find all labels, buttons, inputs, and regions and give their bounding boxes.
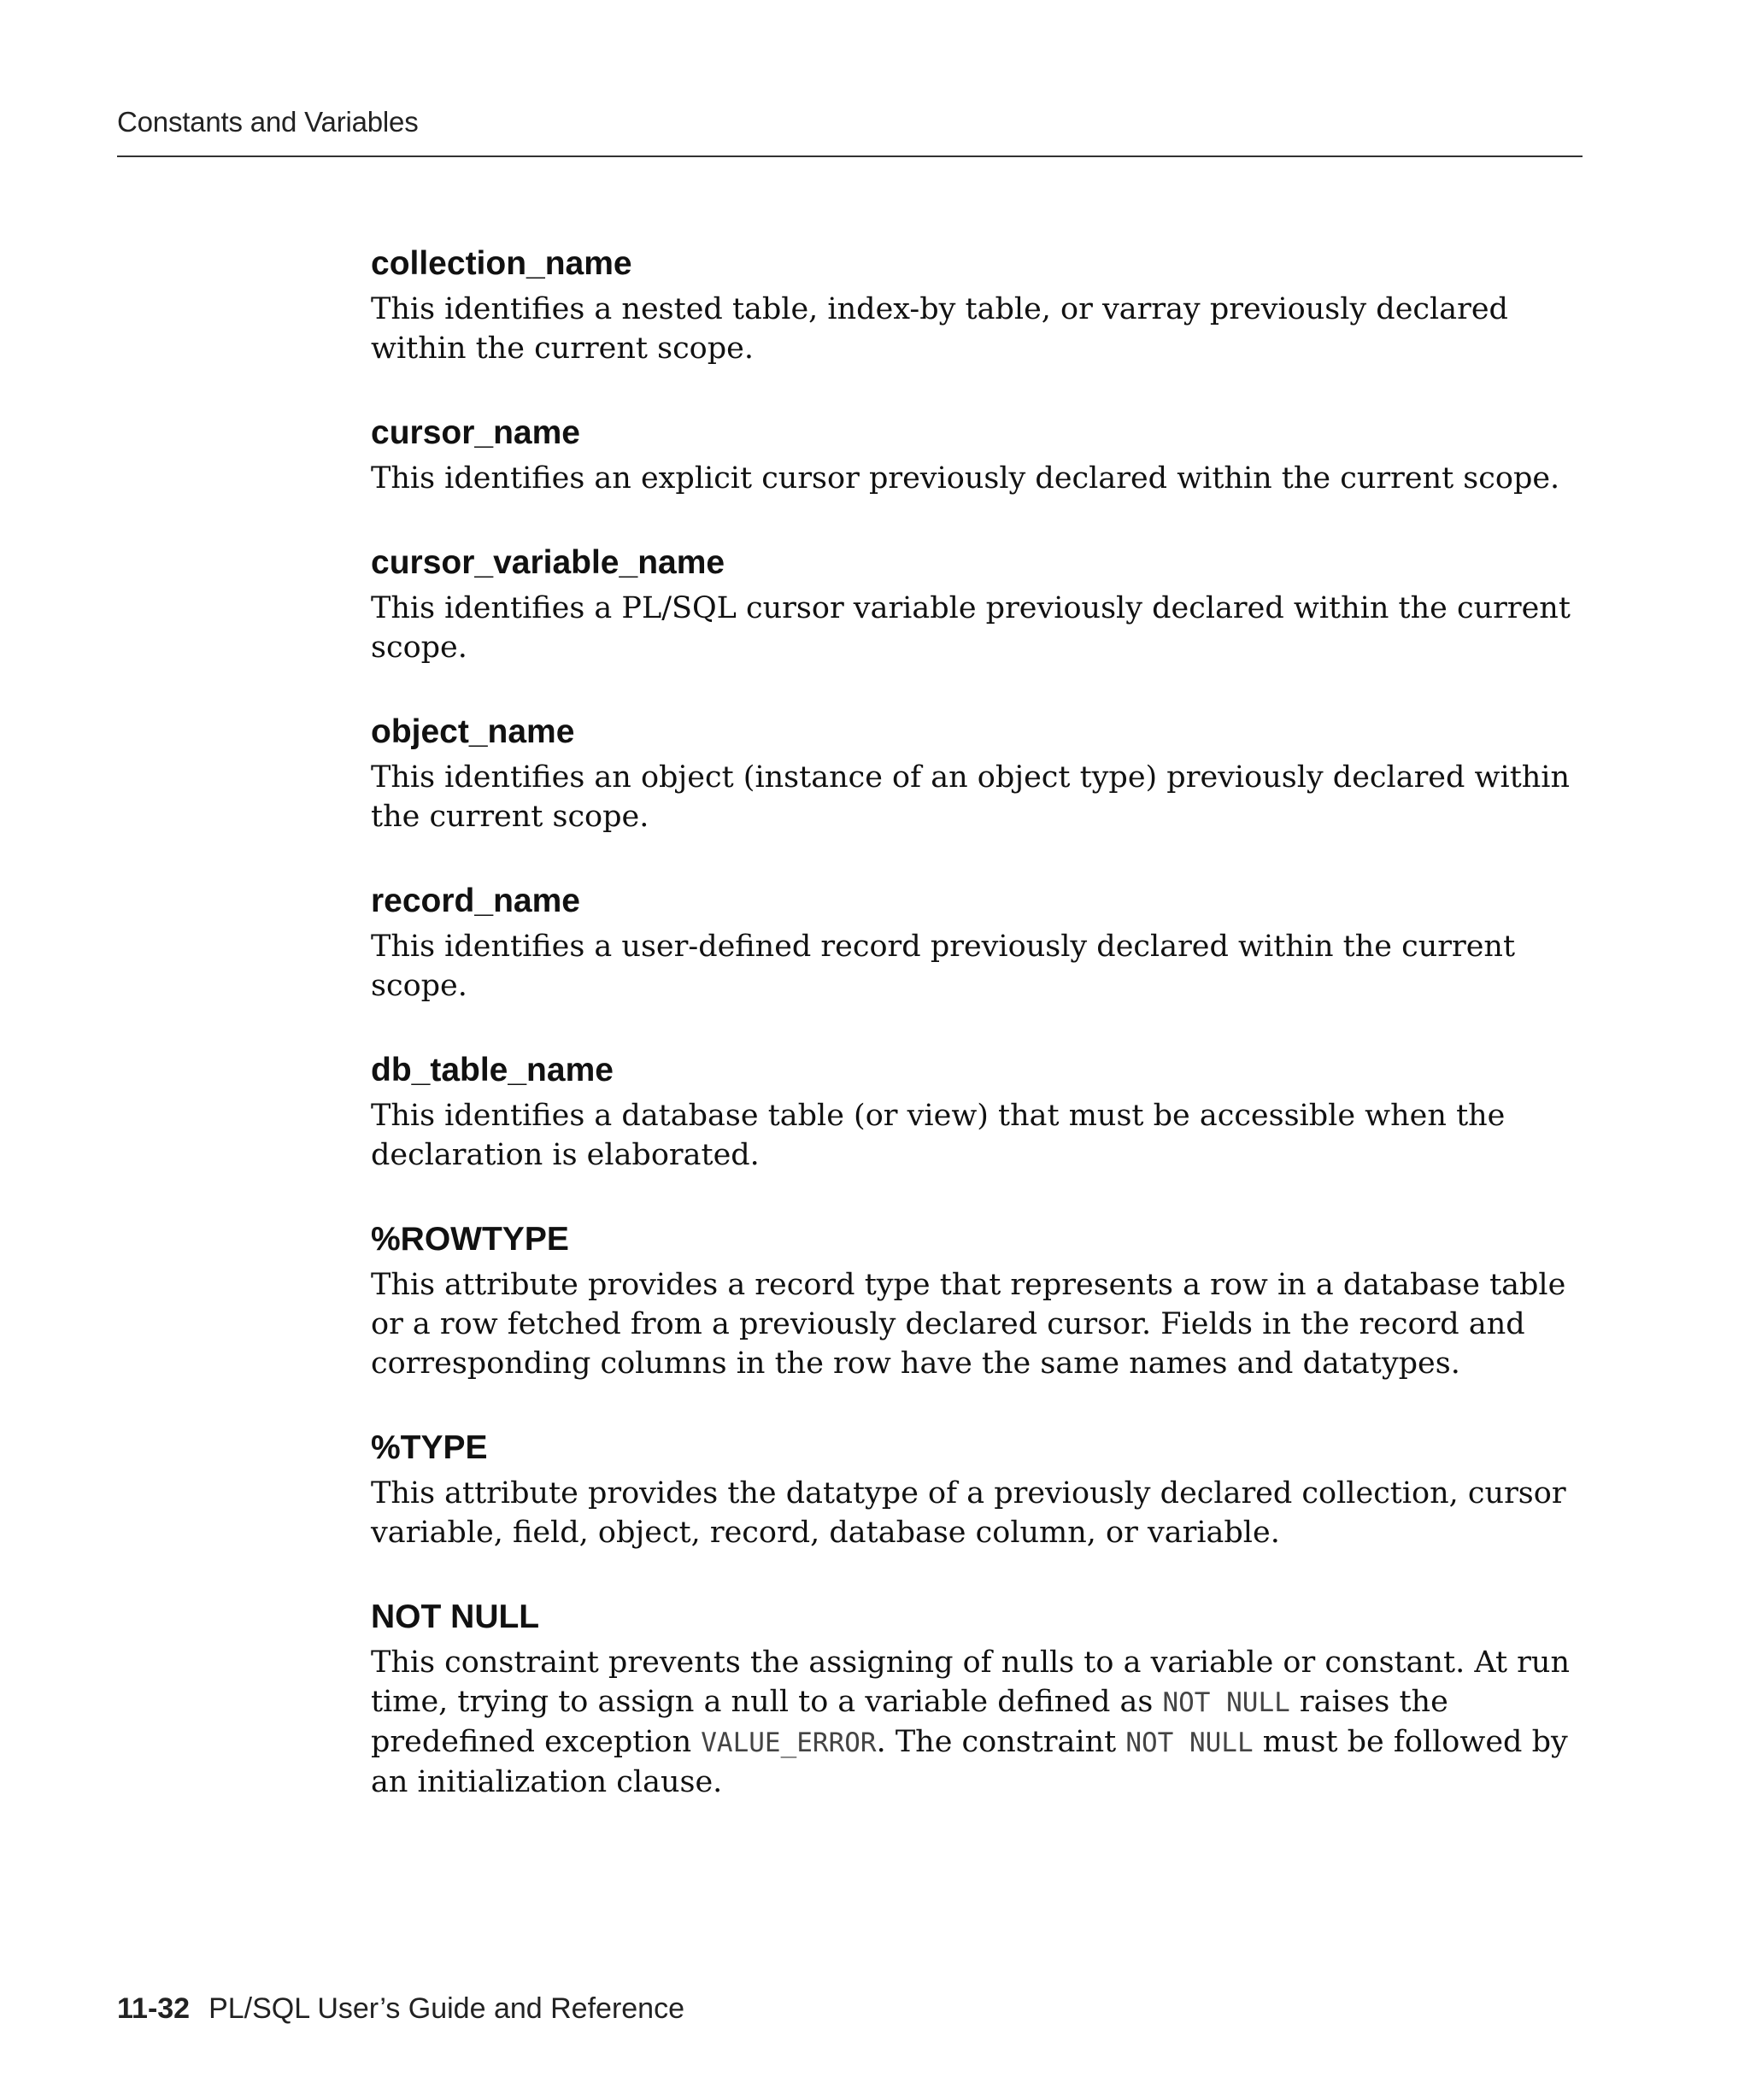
entry-description: This identifies a user-defined record previously declared within the current scope. (371, 930, 1516, 1003)
entry-term: db_table_name (371, 1052, 614, 1088)
entry-description: This attribute provides the datatype of a previously declared collection, cursor variable, field, object, record, database column, or variable. (371, 1476, 1566, 1550)
entry-term: %TYPE (371, 1429, 488, 1466)
entry-term: object_name (371, 713, 575, 750)
book-title: PL/SQL User’s Guide and Reference (208, 1992, 684, 2025)
entry-not-null (371, 1597, 1584, 1802)
entry-description: This identifies an object (instance of an object type) previously declared within the current scope. (371, 760, 1571, 834)
entry-cursor-variable-name (371, 543, 1584, 667)
entry-record-name (371, 881, 1584, 1006)
page-footer (117, 1992, 684, 2026)
entry-term: collection_name (371, 245, 632, 282)
entry-term: %ROWTYPE (371, 1221, 569, 1258)
entry-object-name (371, 712, 1584, 836)
entry-description: This identifies a database table (or view) that must be accessible when the declaration is elaborated. (371, 1099, 1506, 1172)
entry-description: This attribute provides a record type that represents a row in a database table or a row fetched from a previously declared cursor. Fields in the record and corresponding columns in the row have the same names and datatypes. (371, 1268, 1566, 1381)
entry-description (371, 1643, 1584, 1802)
code-keyword: VALUE_ERROR (701, 1728, 877, 1758)
running-header: Constants and Variables (117, 106, 419, 138)
entry-collection-name (371, 243, 1584, 368)
desc-text: must be followed by an initialization clause. (371, 1725, 1568, 1799)
entry-term: NOT NULL (371, 1598, 540, 1635)
entry-cursor-name (371, 413, 1584, 498)
entry-term: cursor_variable_name (371, 544, 725, 581)
entry-term: cursor_name (371, 414, 580, 451)
entry-rowtype (371, 1219, 1584, 1383)
code-keyword: NOT NULL (1162, 1687, 1290, 1718)
desc-text: . The constraint (876, 1725, 1126, 1759)
page-number: 11-32 (117, 1992, 191, 2025)
entry-type (371, 1428, 1584, 1552)
header-rule (117, 155, 1583, 157)
entry-db-table-name (371, 1050, 1584, 1175)
entry-term: record_name (371, 883, 580, 919)
entry-description: This identifies a nested table, index-by table, or varray previously declared within the current scope. (371, 292, 1508, 366)
desc-text: raises the predefined exception (371, 1685, 1448, 1759)
entry-description: This identifies an explicit cursor previously declared within the current scope. (371, 461, 1560, 496)
page-body (371, 243, 1584, 1846)
desc-text: This constraint prevents the assigning of nulls to a variable or constant. At run time, trying to assign a null to a variable defined as (371, 1645, 1570, 1719)
entry-description: This identifies a PL/SQL cursor variable previously declared within the current scope. (371, 591, 1571, 665)
code-keyword: NOT NULL (1125, 1728, 1254, 1758)
